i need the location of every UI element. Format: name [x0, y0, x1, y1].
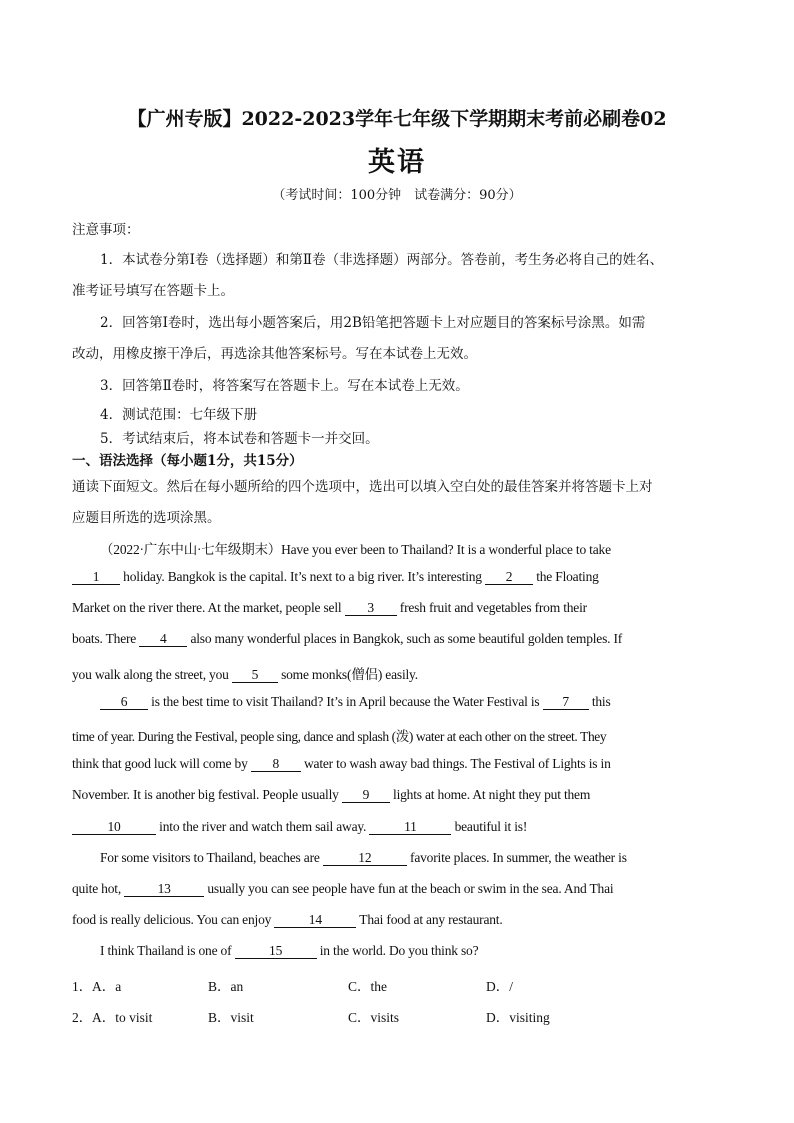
- passage-text: Thai food at any restaurant.: [356, 912, 503, 927]
- passage-text: favorite places. In summer, the weather is: [406, 850, 627, 865]
- passage-text: Market on the river there. At the market, people sell: [72, 600, 345, 615]
- passage-text: water to wash away bad things. The Festival of Lights is in: [300, 756, 611, 771]
- passage-text: usually you can see people have fun at the beach or swim in the sea. And Thai: [204, 881, 614, 896]
- question-number: 1．: [72, 979, 93, 994]
- section-heading: 一、语法选择（每小题1分，共15分）: [72, 453, 303, 469]
- notes-heading: 注意事项：: [72, 222, 140, 238]
- passage-text: also many wonderful places in Bangkok, such as some beautiful golden temples. If: [187, 631, 623, 646]
- passage-text: quite hot,: [72, 881, 125, 896]
- option-a[interactable]: A．a: [92, 979, 122, 994]
- passage-line: [72, 881, 722, 897]
- note-item-5: 5．考试结束后，将本试卷和答题卡一并交回。: [100, 431, 379, 447]
- blank-4: 4: [139, 632, 187, 647]
- passage-line: [72, 912, 722, 928]
- blank-9: 9: [342, 788, 390, 803]
- option-c[interactable]: C．the: [348, 979, 387, 994]
- passage-line: [72, 600, 722, 616]
- passage-text: holiday. Bangkok is the capital. It’s next to a big river. It’s interesting: [120, 569, 486, 584]
- passage-line: [72, 569, 722, 585]
- note-item-1-cont: 准考证号填写在答题卡上。: [72, 283, 234, 299]
- passage-text: this: [588, 694, 611, 709]
- passage-line: [72, 819, 722, 835]
- blank-14: 14: [274, 913, 356, 928]
- passage-text: into the river and watch them sail away.: [156, 819, 370, 834]
- blank-12: 12: [323, 851, 407, 866]
- exam-info: （考试时间：100分钟 试卷满分：90分）: [272, 188, 522, 203]
- blank-10: 10: [72, 820, 156, 835]
- page-title: 【广州专版】2022-2023学年七年级下学期期末考前必刷卷02: [127, 108, 667, 130]
- passage-line: [72, 787, 722, 803]
- passage-line: [100, 694, 750, 710]
- note-item-1: 1．本试卷分第Ⅰ卷（选择题）和第Ⅱ卷（非选择题）两部分。答卷前，考生务必将自己的姓名、: [100, 252, 664, 268]
- blank-7: 7: [543, 695, 589, 710]
- passage-line: [100, 538, 750, 558]
- passage-text: you walk along the street, you: [72, 667, 232, 682]
- option-c[interactable]: C．visits: [348, 1010, 400, 1025]
- passage-text: For some visitors to Thailand, beaches are: [100, 850, 323, 865]
- passage-line: [72, 631, 722, 647]
- passage-text: （2022·广东中山·七年级期末）Have you ever been to Thailand? It is a wonderful place to take: [100, 542, 611, 557]
- option-a[interactable]: A．to visit: [92, 1010, 153, 1025]
- passage-text: November. It is another big festival. People usually: [72, 787, 342, 802]
- passage-text: boats. There: [72, 631, 140, 646]
- option-d[interactable]: D．/: [486, 979, 513, 994]
- option-b[interactable]: B．visit: [208, 1010, 254, 1025]
- passage-text: think that good luck will come by: [72, 756, 251, 771]
- blank-5: 5: [232, 668, 278, 683]
- option-d[interactable]: D．visiting: [486, 1010, 550, 1025]
- blank-8: 8: [251, 757, 301, 772]
- passage-text: food is really delicious. You can enjoy: [72, 912, 275, 927]
- section-instruction: 通读下面短文。然后在每小题所给的四个选项中，选出可以填入空白处的最佳答案并将答题卡上对: [72, 479, 653, 495]
- blank-2: 2: [485, 570, 533, 585]
- passage-line: [100, 943, 750, 959]
- blank-3: 3: [345, 601, 397, 616]
- passage-text: in the world. Do you think so?: [316, 943, 479, 958]
- passage-text: I think Thailand is one of: [100, 943, 235, 958]
- note-item-2-cont: 改动，用橡皮擦干净后，再选涂其他答案标号。写在本试卷上无效。: [72, 346, 477, 362]
- subject-title: 英语: [368, 147, 426, 178]
- passage-text: lights at home. At night they put them: [389, 787, 591, 802]
- passage-text: beautiful it is!: [451, 819, 528, 834]
- blank-15: 15: [235, 944, 317, 959]
- note-item-3: 3．回答第Ⅱ卷时，将答案写在答题卡上。写在本试卷上无效。: [100, 378, 469, 394]
- passage-line: [72, 756, 722, 772]
- passage-text: some monks(僧侣) easily.: [277, 667, 418, 682]
- blank-11: 11: [369, 820, 451, 835]
- passage-line: [100, 850, 750, 866]
- passage-text: time of year. During the Festival, people sing, dance and splash (泼) water at each other on the street. They: [72, 729, 607, 744]
- passage-text: fresh fruit and vegetables from their: [396, 600, 587, 615]
- question-number: 2．: [72, 1010, 93, 1025]
- passage-line: [72, 725, 722, 745]
- note-item-2: 2．回答第Ⅰ卷时，选出每小题答案后，用2B铅笔把答题卡上对应题目的答案标号涂黑。如需: [100, 315, 646, 331]
- option-b[interactable]: B．an: [208, 979, 244, 994]
- blank-6: 6: [100, 695, 148, 710]
- passage-line: [72, 663, 722, 683]
- note-item-4: 4．测试范围：七年级下册: [100, 407, 258, 423]
- section-instruction-cont: 应题目所选的选项涂黑。: [72, 510, 221, 526]
- blank-13: 13: [124, 882, 204, 897]
- blank-1: 1: [72, 570, 120, 585]
- passage-text: the Floating: [533, 569, 599, 584]
- passage-text: is the best time to visit Thailand? It’s in April because the Water Festival is: [148, 694, 543, 709]
